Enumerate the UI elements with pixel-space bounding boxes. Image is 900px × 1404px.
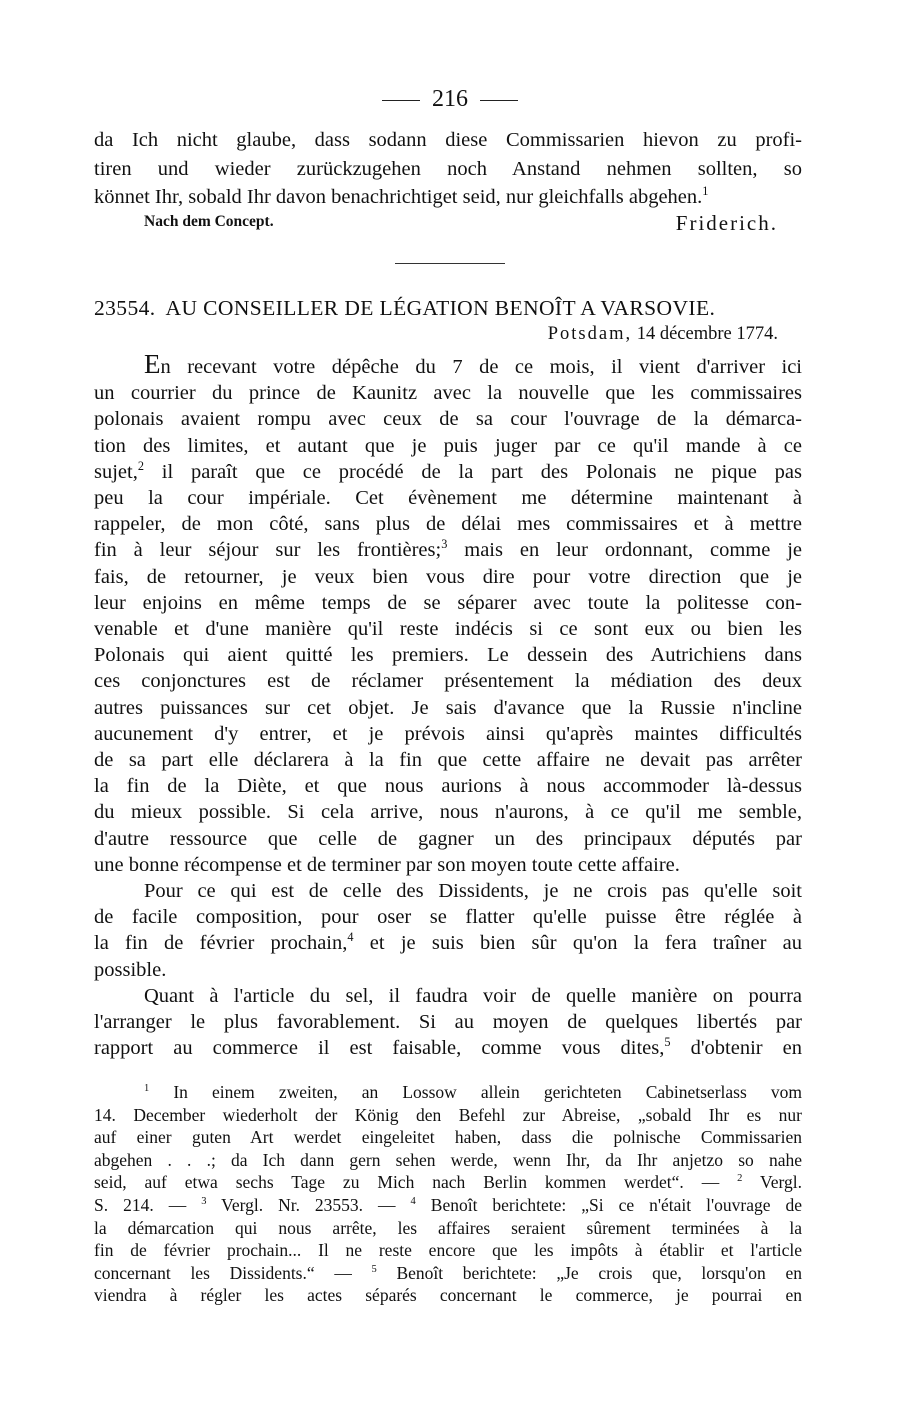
text-line: leur enjoins en même temps de se séparer avec toute la politesse con- (94, 591, 802, 614)
text-line: du mieux possible. Si cela arrive, nous n'aurons, à ce qu'il me semble, (94, 801, 802, 824)
text-line: possible. (94, 958, 167, 981)
footnotes (94, 1081, 802, 1307)
footnote-ref: 3 (441, 537, 448, 552)
initial-letter: E (144, 349, 161, 379)
footnote-line: fin de février prochain... Il ne reste encore que les impôts à établir et l'article (94, 1240, 802, 1261)
footnote-line: 14. December wiederholt der König den Befehl zur Abreise, „sobald Ihr es nur (94, 1104, 802, 1125)
text-line: Polonais qui aient quitté les premiers. Le dessein des Autrichiens dans (94, 644, 802, 667)
text-line: de facile composition, pour oser se flatter qu'elle puisse être réglée à (94, 906, 802, 929)
footnote-number: 1 (144, 1083, 150, 1095)
page-number-left-dash (382, 100, 420, 101)
footnote-ref: 5 (664, 1035, 671, 1050)
paragraph-3 (94, 983, 802, 1062)
page-number-text: 216 (432, 86, 468, 112)
text-line: autres puissances sur cet objet. Je sais d'avance que la Russie n'incline (94, 696, 802, 719)
footnote-number: 2 (737, 1173, 743, 1185)
section-divider (395, 263, 505, 264)
page-number (0, 86, 900, 113)
text-line: könnet Ihr, sobald Ihr davon benachrichtiget seid, nur gleichfalls abgehen.$^1$ (94, 184, 709, 208)
text-line: rapport au commerce il est faisable, comme vous dites,$^5$ d'obtenir en (94, 1035, 802, 1060)
document-heading (94, 296, 804, 321)
footnote-ref: 1 (702, 184, 709, 199)
text-line: d'autre ressource que celle de gagner un des principaux députés par (94, 827, 802, 850)
footnote-number: 3 (201, 1196, 207, 1208)
footnote-line: abgehen . . .; da Ich dann gern sehen werde, wenn Ihr, da Ihr anjetzo so nahe (94, 1149, 802, 1170)
paragraph-2 (94, 878, 802, 983)
text-line: polonais avaient rompu avec ceux de sa cour l'ouvrage de la démarca- (94, 408, 802, 431)
text-line: l'arranger le plus favorablement. Si au moyen de quelques libertés par (94, 1011, 802, 1034)
page-number-right-dash (480, 100, 518, 101)
source-note: Nach dem Concept. (144, 213, 274, 230)
text-line: sujet,$^2$ il paraît que ce procédé de la part des Polonais ne pique pas (94, 458, 802, 483)
signature: Friderich. (675, 211, 778, 235)
text-line: da Ich nicht glaube, dass sodann diese Commissarien hievon zu profi- (94, 129, 802, 151)
text-line: peu la cour impériale. Cet évènement me détermine maintenant à (94, 487, 802, 510)
dateline-place: Potsdam, (547, 324, 633, 344)
footnote-number: 5 (371, 1263, 377, 1275)
footnote-line: S. 214. — $^3$ Vergl. Nr. 23553. — $^4$ Benoît berichtete: „Si ce n'était l'ouvrage de (94, 1194, 803, 1215)
text-line: Quant à l'article du sel, il faudra voir de quelle manière on pourra (144, 984, 802, 1007)
footnote-line: auf einer guten Art werdet eingeleitet haben, dass die polnische Commissarien (94, 1127, 802, 1148)
footnote-ref: 2 (137, 458, 144, 473)
text-line: la fin de février prochain,$^4$ et je suis bien sûr qu'on la fera traîner au (94, 930, 802, 955)
paragraph-1 (94, 351, 802, 878)
footnote-line: $^1$ In einem zweiten, an Lossow allein gerichteten Cabinetserlass vom (144, 1082, 802, 1102)
document-number: 23554. (94, 296, 156, 320)
text-line: un courrier du prince de Kaunitz avec la nouvelle que les commissaires (94, 382, 802, 405)
dateline-date: 14 décembre 1774. (636, 324, 778, 344)
dateline (548, 324, 778, 345)
previous-letter-ending (94, 126, 802, 212)
text-line: tiren und wieder zurückzugehen noch Anstand nehmen sollten, so (94, 157, 802, 180)
footnote-line: concernant les Dissidents.“ — $^5$ Benoît berichtete: „Je crois que, lorsqu'on en (94, 1262, 803, 1283)
footnote-line: la démarcation qui nous arrête, les affaires seraient sûrement terminées à la (94, 1217, 802, 1238)
footnote-line: seid, auf etwa sechs Tage zu Mich nach Berlin kommen werdet“. — $^2$ Vergl. (94, 1172, 802, 1193)
letter-body (94, 351, 802, 1061)
text-line: En recevant votre dépêche du 7 de ce mois, il vient d'arriver ici (144, 349, 802, 379)
text-line: venable et d'une manière qu'il reste indécis si ce sont eux ou bien les (94, 618, 802, 641)
text-line: fin à leur séjour sur les frontières;$^3$ mais en leur ordonnant, comme je (94, 537, 802, 562)
text-line: fais, de retourner, je veux bien vous dire pour votre direction que je (94, 565, 802, 588)
text-line: aucunement d'y entrer, et je prévois ainsi qu'après maintes difficultés (94, 722, 802, 745)
footnote-number: 4 (410, 1196, 416, 1208)
text-line: la fin de la Diète, et que nous aurions à nous accommoder là-dessus (94, 775, 802, 798)
text-line: ces conjonctures est de réclamer présentement la médiation des deux (94, 670, 802, 693)
footnote-ref: 4 (347, 930, 354, 945)
text-line: tion des limites, et autant que je puis juger par ce qu'il mande à ce (94, 434, 802, 457)
text-line: Pour ce qui est de celle des Dissidents, je ne crois pas qu'elle soit (144, 880, 802, 903)
document-title: AU CONSEILLER DE LÉGATION BENOÎT A VARSOVIE. (165, 296, 716, 320)
footnote-line: viendra à régler les actes séparés concernant le commerce, je pourrai en (94, 1285, 802, 1306)
text-line: rappeler, de mon côté, sans plus de délai mes commissaires et à mettre (94, 513, 802, 536)
text-line: une bonne récompense et de terminer par son moyen toute cette affaire. (94, 853, 680, 876)
text-line: de sa part elle déclarera à la fin que cette affaire ne devait pas arrêter (94, 749, 802, 772)
